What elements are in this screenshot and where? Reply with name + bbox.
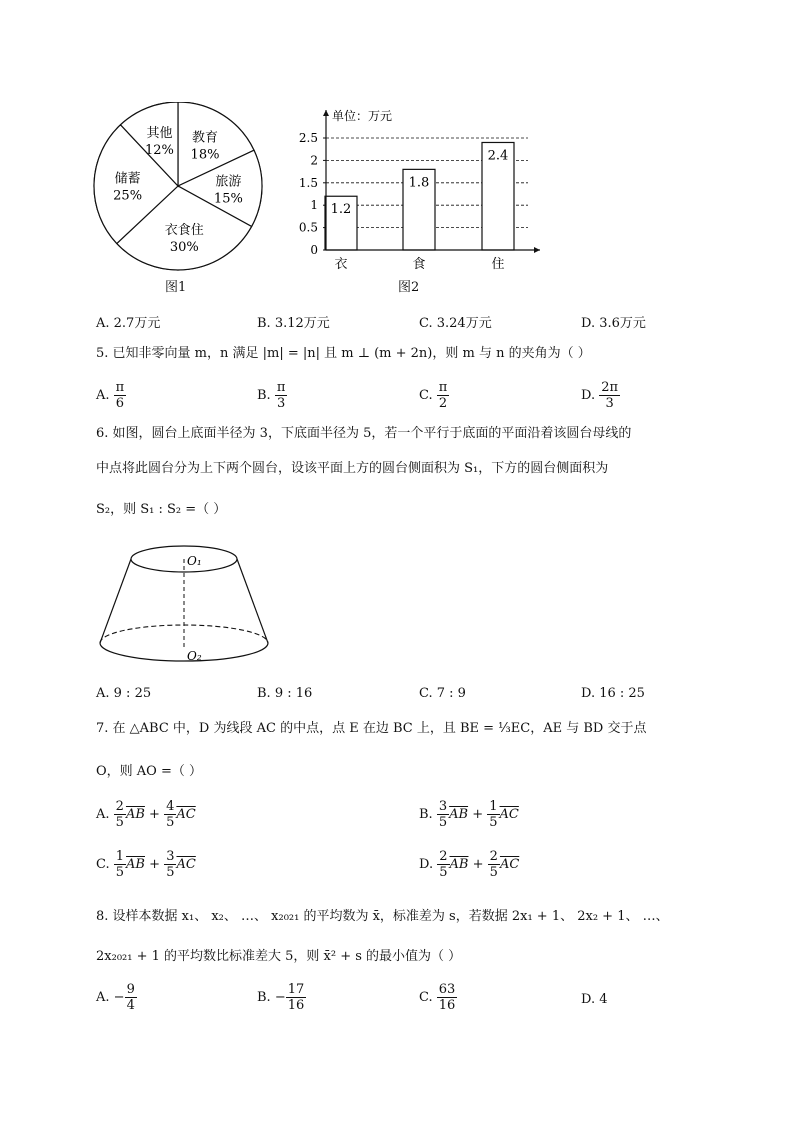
y-tick-label-2: 1 bbox=[310, 198, 318, 213]
figure1-caption: 图1 bbox=[165, 280, 187, 295]
y-axis-arrow bbox=[323, 110, 329, 116]
y-tick-label-0: 0 bbox=[310, 243, 318, 257]
q5-option-a bbox=[96, 380, 126, 411]
q5-d-fraction: $\frac{2\pi}{3}$ bbox=[601, 380, 619, 411]
q5-c-fraction: $\frac{\pi}{2}$ bbox=[438, 380, 448, 411]
label-o1: O₁ bbox=[187, 554, 202, 568]
q6-line1: 6. 如图，圆台上底面半径为 3，下底面半径为 5，若一个平行于底面的平面沿着该圆台母线的 bbox=[96, 426, 632, 441]
q5-c-letter: C. bbox=[419, 388, 433, 403]
pie-value-0: 18% bbox=[190, 147, 220, 163]
pie-label-3: 储蓄 bbox=[114, 171, 141, 187]
q7-option-b: B. $\frac{3}{5}$ $\overline{AB}$ + $\frac{1}{5}$ $\overline{AC}$ bbox=[419, 799, 519, 830]
q6-option-d: D. 16 : 25 bbox=[581, 686, 645, 701]
pie-label-0: 教育 bbox=[191, 130, 219, 146]
pie-value-3: 25% bbox=[113, 188, 143, 204]
q7-option-a: A. $\frac{2}{5}$ $\overline{AB}$ + $\frac{4}{5}$ $\overline{AC}$ bbox=[96, 799, 196, 830]
q6-option-a: A. 9 : 25 bbox=[96, 686, 152, 701]
q7-line1: 7. 在 △ABC 中，D 为线段 AC 的中点，点 E 在边 BC 上，且 BE = ⅓EC，AE 与 BD 交于点 bbox=[96, 721, 647, 736]
q5-option-c bbox=[419, 380, 449, 411]
q8-line1: 8. 设样本数据 x₁、 x₂、 …、 x₂₀₂₁ 的平均数为 x̄，标准差为 s，若数据 2x₁ + 1、 2x₂ + 1、 …、 bbox=[96, 909, 669, 924]
q5-stem: 5. 已知非零向量 m，n 满足 |m| = |n| 且 m ⊥ (m + 2n)，则 m 与 n 的夹角为（ ） bbox=[96, 346, 591, 361]
q6-option-b: B. 9 : 16 bbox=[257, 686, 313, 701]
figure2-caption: 图2 bbox=[398, 280, 420, 295]
q5-option-d bbox=[581, 380, 620, 411]
q8-option-b: B. − $\frac{17}{16}$ bbox=[257, 982, 305, 1013]
bar-value-label-1: 1.8 bbox=[408, 175, 430, 191]
q7-option-d: D. $\frac{2}{5}$ $\overline{AB}$ + $\frac{2}{5}$ $\overline{AC}$ bbox=[419, 849, 520, 880]
pie-label-1: 旅游 bbox=[215, 174, 242, 190]
q7-line2: O，则 AO =（ ） bbox=[96, 764, 202, 779]
pie-value-2: 30% bbox=[169, 240, 199, 256]
y-tick-label-1: 0.5 bbox=[298, 220, 318, 235]
q4-option-c: C. 3.24万元 bbox=[419, 316, 492, 331]
label-o2: O₂ bbox=[187, 649, 202, 663]
y-tick-label-4: 2 bbox=[310, 153, 318, 168]
q5-d-letter: D. bbox=[581, 388, 596, 403]
bar-series bbox=[325, 142, 514, 250]
x-category-label-2: 住 bbox=[491, 257, 505, 272]
q5-b-fraction: $\frac{\pi}{3}$ bbox=[276, 380, 286, 411]
q5-b-letter: B. bbox=[257, 388, 271, 403]
bar-chart bbox=[278, 104, 548, 276]
y-tick-label-3: 1.5 bbox=[298, 175, 318, 190]
q4-option-b: B. 3.12万元 bbox=[257, 316, 330, 331]
unit-label: 单位：万元 bbox=[332, 109, 393, 123]
x-axis-arrow bbox=[534, 247, 540, 253]
pie-label-2: 衣食住 bbox=[164, 223, 204, 239]
pie-label-4: 其他 bbox=[146, 126, 173, 142]
q4-option-a: A. 2.7万元 bbox=[96, 316, 161, 331]
q4-option-d: D. 3.6万元 bbox=[581, 316, 646, 331]
q5-a-fraction: $\frac{\pi}{6}$ bbox=[115, 380, 125, 411]
frustum-left-side bbox=[100, 559, 131, 643]
pie-value-4: 12% bbox=[144, 143, 174, 159]
bar-value-label-0: 1.2 bbox=[330, 202, 352, 218]
q7-option-c: C. $\frac{1}{5}$ $\overline{AB}$ + $\frac{3}{5}$ $\overline{AC}$ bbox=[96, 849, 196, 880]
q8-line2: 2x₂₀₂₁ + 1 的平均数比标准差大 5，则 x̄² + s 的最小值为（ ） bbox=[96, 949, 462, 964]
pie-value-1: 15% bbox=[213, 191, 243, 207]
bar-value-label-2: 2.4 bbox=[487, 148, 509, 164]
frustum-bottom-back bbox=[100, 625, 268, 643]
q6-line3: S₂，则 S₁ : S₂ =（ ） bbox=[96, 502, 227, 517]
q8-option-a: A. − $\frac{9}{4}$ bbox=[96, 982, 135, 1013]
q8-option-d: D. 4 bbox=[581, 992, 608, 1007]
y-tick-label-5: 2.5 bbox=[298, 131, 318, 145]
x-category-label-0: 衣 bbox=[334, 257, 348, 272]
q6-option-c: C. 7 : 9 bbox=[419, 686, 466, 701]
q6-line2: 中点将此圆台分为上下两个圆台，设该平面上方的圆台侧面积为 S₁，下方的圆台侧面积为 bbox=[96, 461, 609, 476]
q8-option-c: C. $\frac{63}{16}$ bbox=[419, 982, 456, 1013]
x-category-label-1: 食 bbox=[412, 257, 426, 272]
q5-option-b bbox=[257, 380, 287, 411]
frustum-figure bbox=[95, 538, 275, 668]
q5-a-letter: A. bbox=[96, 388, 110, 403]
pie-chart bbox=[90, 102, 270, 274]
